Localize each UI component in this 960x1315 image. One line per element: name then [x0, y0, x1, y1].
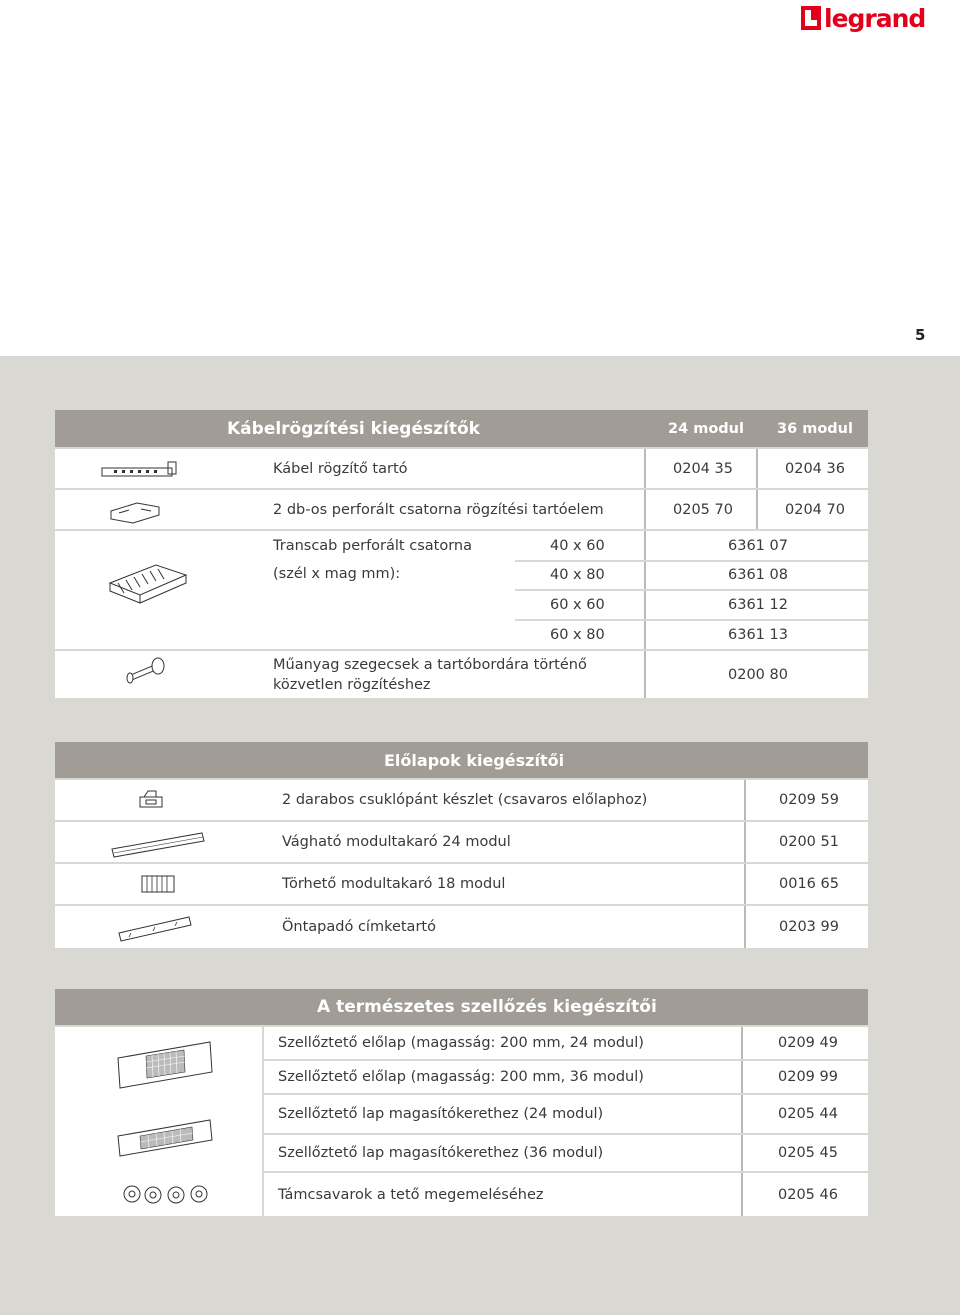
- column-divider: [741, 1095, 743, 1133]
- column-divider: [741, 1135, 743, 1171]
- column-divider: [744, 822, 746, 862]
- column-divider: [644, 651, 646, 698]
- code-value: 6361 08: [728, 566, 788, 583]
- code-value: 0203 99: [779, 919, 839, 935]
- column-divider: [756, 449, 758, 488]
- code-value: 0209 49: [778, 1035, 838, 1051]
- section-header: [55, 742, 868, 778]
- row-label: Törhető modultakaró 18 modul: [282, 876, 506, 892]
- size-value: 40 x 60: [550, 537, 605, 554]
- table-row: [55, 864, 868, 904]
- table-row: [55, 780, 868, 820]
- code-value: 0016 65: [779, 876, 839, 892]
- row-label: 2 darabos csuklópánt készlet (csavaros előlaphoz): [282, 792, 648, 808]
- column-divider: [744, 780, 746, 820]
- row-label: Öntapadó címketartó: [282, 919, 436, 935]
- column-divider: [744, 864, 746, 904]
- row-label: Szellőztető előlap (magasság: 200 mm, 24 modul): [278, 1035, 644, 1051]
- code-value: 0205 45: [778, 1145, 838, 1161]
- code-value: 0200 51: [779, 834, 839, 850]
- breakable-cover-icon: [140, 872, 176, 896]
- table-row: [264, 1061, 868, 1093]
- column-divider: [741, 1173, 743, 1216]
- code-24: 0204 35: [673, 460, 733, 477]
- table-row: [264, 1095, 868, 1133]
- vent-plate-icon: [115, 1113, 215, 1163]
- code-value: 0209 59: [779, 792, 839, 808]
- row-label: Szellőztető lap magasítókerethez (36 modul): [278, 1145, 604, 1161]
- section-title: A természetes szellőzés kiegészítői: [317, 997, 657, 1017]
- row-label: Szellőztető előlap (magasság: 200 mm, 36 modul): [278, 1069, 644, 1085]
- row-label: 2 db-os perforált csatorna rögzítési tartóelem: [273, 501, 604, 518]
- code-36: 0204 36: [785, 460, 845, 477]
- code-24: 0205 70: [673, 501, 733, 518]
- table-row: [55, 906, 868, 948]
- row-label: Szellőztető lap magasítókerethez (24 modul): [278, 1106, 604, 1122]
- code-value: 6361 07: [728, 537, 788, 554]
- transcab-label: Transcab perforált csatorna: [273, 538, 472, 554]
- row-label: Vágható modultakaró 24 modul: [282, 834, 511, 850]
- table-row: [55, 822, 868, 862]
- row-label: Kábel rögzítő tartó: [273, 460, 408, 477]
- page-number: 5: [915, 326, 926, 344]
- transcab-sublabel: (szél x mag mm):: [273, 566, 401, 582]
- row-label: Támcsavarok a tető megemeléséhez: [278, 1186, 544, 1203]
- code-value: 0205 44: [778, 1106, 838, 1122]
- icon-column: [55, 1027, 262, 1216]
- channel-bracket-icon: [105, 494, 165, 526]
- vent-panel-icon: [115, 1037, 215, 1093]
- column-divider: [644, 490, 646, 529]
- section-title: Előlapok kiegészítői: [384, 750, 565, 770]
- column-header-24: 24 modul: [668, 420, 744, 437]
- code-value: 0209 99: [778, 1069, 838, 1085]
- module-cover-strip-icon: [110, 826, 206, 860]
- legrand-logo: [801, 3, 925, 33]
- section-header: [55, 989, 868, 1025]
- table-row: [264, 1173, 868, 1216]
- column-divider: [644, 449, 646, 488]
- logo-text: legrand: [824, 3, 926, 33]
- front-panel-accessories-table: [55, 742, 868, 948]
- table-row: [264, 1027, 868, 1059]
- label-holder-icon: [117, 910, 193, 944]
- code-value: 0200 80: [728, 666, 788, 683]
- ventilation-accessories-table: [55, 989, 868, 1216]
- column-divider: [741, 1027, 743, 1059]
- size-value: 60 x 60: [550, 596, 605, 613]
- section-header: [55, 410, 868, 447]
- table-row: [264, 1135, 868, 1171]
- column-divider: [744, 906, 746, 948]
- code-36: 0204 70: [785, 501, 845, 518]
- code-value: 6361 13: [728, 626, 788, 643]
- code-value: 6361 12: [728, 596, 788, 613]
- table-row: [55, 490, 868, 529]
- rivet-sublabel: közvetlen rögzítéshez: [273, 677, 431, 693]
- column-divider: [741, 1061, 743, 1093]
- section-title: Kábelrögzítési kiegészítők: [227, 418, 480, 439]
- transcab-row: [55, 531, 868, 649]
- size-value: 60 x 80: [550, 626, 605, 643]
- legrand-mark-icon: [801, 6, 821, 30]
- column-divider: [756, 490, 758, 529]
- size-value: 40 x 80: [550, 566, 605, 583]
- hinge-kit-icon: [137, 786, 165, 814]
- cable-fixing-table: [55, 410, 868, 698]
- column-header-36: 36 modul: [777, 420, 853, 437]
- spacer-screws-icon: [121, 1181, 213, 1207]
- cable-holder-icon: [100, 454, 180, 484]
- code-value: 0205 46: [778, 1186, 838, 1203]
- rivet-label: Műanyag szegecsek a tartóbordára történő: [273, 657, 587, 673]
- table-row: [55, 651, 868, 698]
- plastic-rivet-icon: [123, 655, 169, 689]
- table-row: [55, 449, 868, 488]
- perforated-channel-icon: [105, 551, 190, 611]
